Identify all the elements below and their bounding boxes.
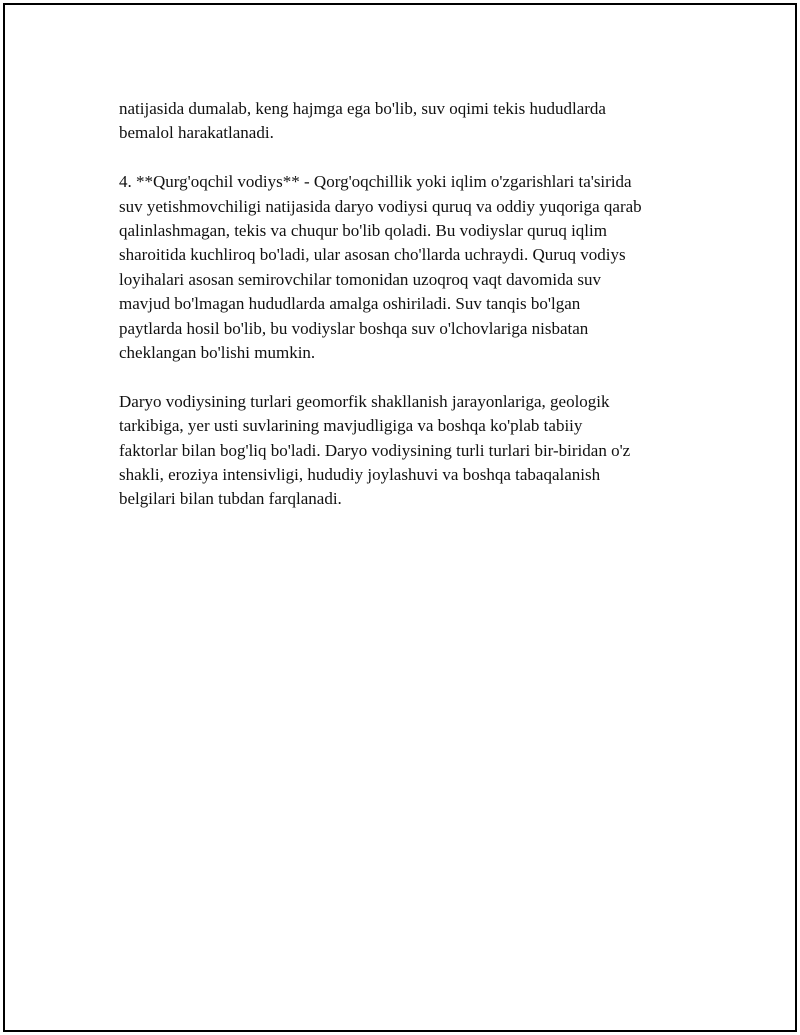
paragraph-conclusion: Daryo vodiysining turlari geomorfik shakllanish jarayonlariga, geologik tarkibiga, yer usti suvlarining mavjudligiga va boshqa ko'plab tabiiy faktorlar bilan bog'liq bo'ladi. Daryo vodiysining turli turlari bir-biridan o'z shakli, eroziya intensivligi, hududiy joylashuvi va boshqa tabaqalanish belgilari bilan tubdan farqlanadi.: [119, 391, 631, 509]
paragraph-dry-valley: 4. **Qurg'oqchil vodiys** - Qorg'oqchillik yoki iqlim o'zgarishlari ta'sirida suv yetishmovchiligi natijasida daryo vodiysi quruq va oddiy yuqoriga qarab qalinlashmagan, tekis va chuqur bo'lib qoladi. Bu vodiyslar quruq iqlim sharoitida kuchliroq bo'ladi, ular asosan cho'llarda uchraydi. Quruq vodiys loyihalari asosan semirovchilar tomonidan uzoqroq vaqt davomida suv mavjud bo'lmagan hududlarda amalga oshiriladi. Suv tanqis bo'lgan paytlarda hosil bo'lib, bu vodiyslar boshqa suv o'lchovlariga nisbatan cheklangan bo'lishi mumkin.: [119, 172, 642, 363]
page-frame: [3, 3, 797, 1032]
paragraph-continuation: natijasida dumalab, keng hajmga ega bo'lib, suv oqimi tekis hududlarda bemalol harakatlanadi.: [119, 99, 606, 143]
document-body: [119, 97, 679, 536]
